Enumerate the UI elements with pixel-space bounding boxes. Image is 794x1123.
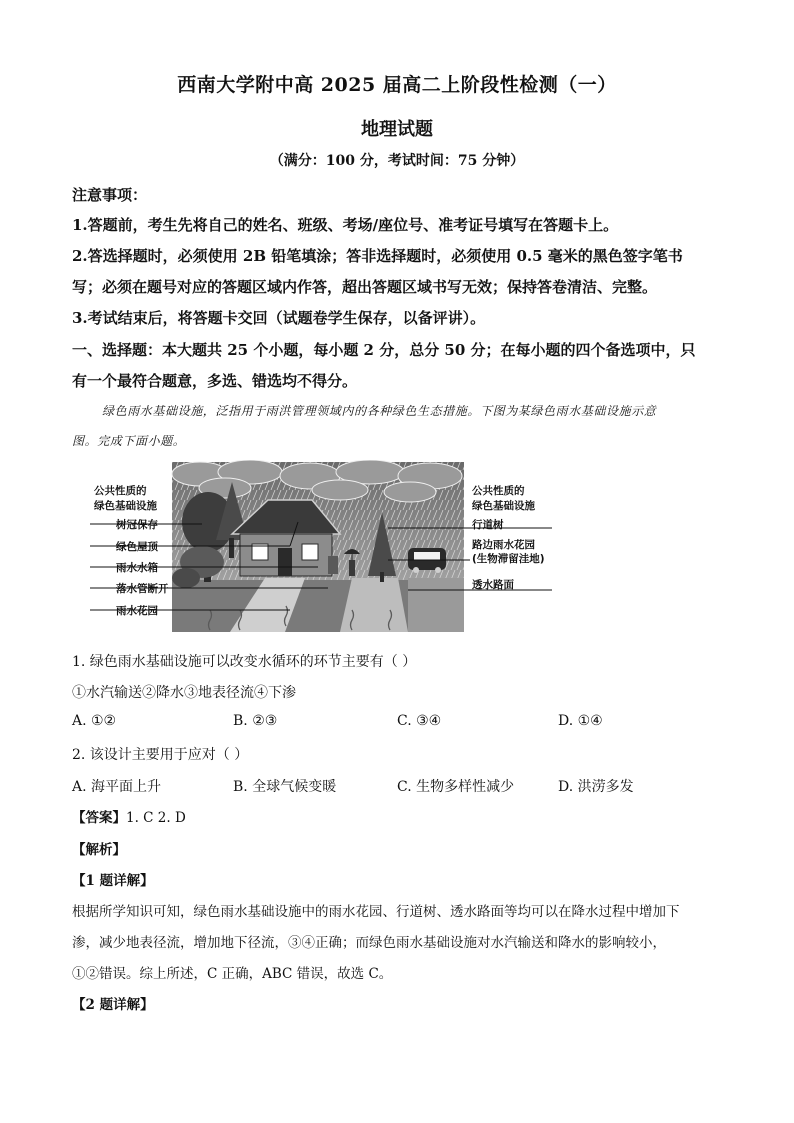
question-1-option-c[interactable]: C. ③④ [397,713,442,729]
question-2-option-c[interactable]: C. 生物多样性减少 [397,779,515,795]
question-2-option-a[interactable]: A. 海平面上升 [72,779,162,795]
intro-text-cont: 图。完成下面小题。 [72,434,186,448]
answer-tag: 【答案】 [72,810,126,826]
detail-1-tag: 【1 题详解】 [72,873,154,889]
question-1-option-b[interactable]: B. ②③ [233,713,278,729]
question-2-stem: 2. 该设计主要用于应对（ ） [72,747,249,763]
detail-1-line-1: 根据所学知识可知，绿色雨水基础设施中的雨水花园、行道树、透水路面等均可以在降水过程中增加下 [72,904,680,920]
label-canopy: 树冠保存 [116,519,158,531]
label-bioretention: (生物滞留洼地) [472,553,545,565]
page-title: 西南大学附中高 2025 届高二上阶段性检测（一） [177,74,617,96]
answer-line [72,806,186,826]
notice-heading: 注意事项： [72,186,148,204]
label-public-infra-left-2: 绿色基础设施 [94,500,157,512]
label-rain-garden: 雨水花园 [116,605,158,617]
score-note: （满分：100 分，考试时间：75 分钟） [269,153,525,169]
question-1-option-a[interactable]: A. ①② [72,713,117,729]
label-street-tree: 行道树 [472,519,504,531]
label-public-infra-left-1: 公共性质的 [94,485,147,497]
label-public-infra-right-1: 公共性质的 [472,485,525,497]
section-heading: 一、选择题：本大题共 25 个小题，每小题 2 分，总分 50 分；在每小题的四个备选项中，只 [72,341,696,359]
label-permeable-pavement: 透水路面 [472,579,514,591]
label-roadside-rain-garden: 路边雨水花园 [472,539,535,551]
label-downspout: 落水管断开 [116,583,169,595]
question-1-option-d[interactable]: D. ①④ [558,713,603,729]
notice-item-2: 2.答选择题时，必须使用 2B 铅笔填涂；答非选择题时，必须使用 0.5 毫米的黑色签字笔书 [72,247,683,265]
notice-item-2-cont: 写；必须在题号对应的答题区域内作答，超出答题区域书写无效；保持答卷清洁、完整。 [72,278,658,296]
question-1-stem: 1. 绿色雨水基础设施可以改变水循环的环节主要有（ ） [72,654,417,670]
label-green-roof: 绿色屋顶 [116,541,158,553]
label-public-infra-right-2: 绿色基础设施 [472,500,535,512]
permeable-pavement [408,578,464,632]
notice-item-1: 1.答题前，考生先将自己的姓名、班级、考场/座位号、准考证号填写在答题卡上。 [72,216,619,234]
question-1-sub: ①水汽输送②降水③地表径流④下渗 [72,685,296,701]
detail-1-line-2: 渗，减少地表径流，增加地下径流，③④正确；而绿色雨水基础设施对水汽输送和降水的影响较小， [72,935,666,951]
notice-item-3: 3.考试结束后，将答题卡交回（试题卷学生保存，以备评讲）。 [72,309,486,327]
section-heading-cont: 有一个最符合题意，多选、错选均不得分。 [72,372,358,390]
question-2-option-d[interactable]: D. 洪涝多发 [558,779,634,795]
intro-text: 绿色雨水基础设施，泛指用于雨洪管理领域内的各种绿色生态措施。下图为某绿色雨水基础设施示意 [102,404,657,418]
detail-2-tag: 【2 题详解】 [72,997,154,1013]
question-2-option-b[interactable]: B. 全球气候变暖 [233,779,337,795]
analysis-tag: 【解析】 [72,842,126,858]
label-rain-barrel: 雨水水箱 [116,562,158,574]
answer-text: 1. C 2. D [126,810,186,826]
detail-1-line-3: ①②错误。综上所述，C 正确，ABC 错误，故选 C。 [72,966,393,982]
subject-title: 地理试题 [361,119,433,140]
green-infrastructure-diagram [90,460,552,640]
